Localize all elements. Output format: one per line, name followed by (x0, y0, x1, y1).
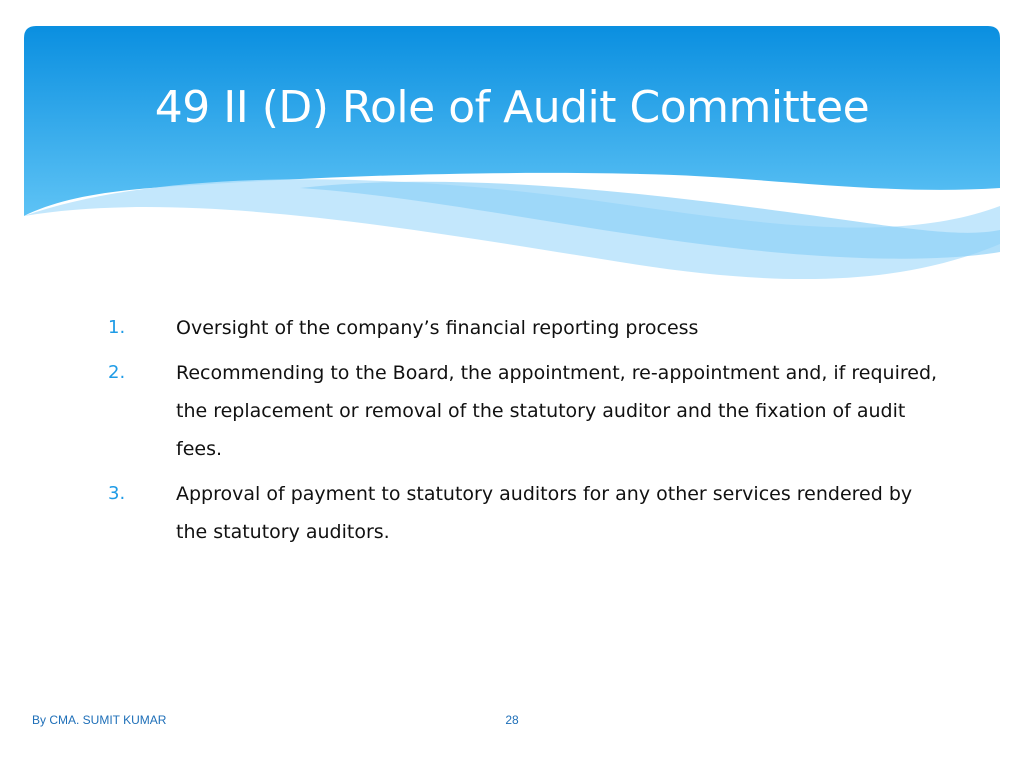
list-item (108, 309, 938, 347)
list-item-text: Approval of payment to statutory auditors for any other services rendered by the statutory auditors. (176, 483, 913, 543)
list-item-number: 3. (108, 483, 126, 504)
list-item-text: Recommending to the Board, the appointment, re-appointment and, if required, the replacement or removal of the statutory auditor and the fixation of audit fees. (176, 362, 938, 460)
footer-author: By CMA. SUMIT KUMAR (32, 713, 167, 727)
list-item-number: 1. (108, 317, 126, 338)
list-item (108, 354, 938, 468)
slide-title: 49 II (D) Role of Audit Committee (154, 82, 870, 133)
page-number: 28 (505, 713, 519, 727)
list-item (108, 475, 938, 551)
list-item-number: 2. (108, 362, 126, 383)
numbered-list (108, 309, 938, 558)
list-item-text: Oversight of the company’s financial reporting process (176, 317, 699, 339)
header-wave-banner (0, 0, 1024, 300)
